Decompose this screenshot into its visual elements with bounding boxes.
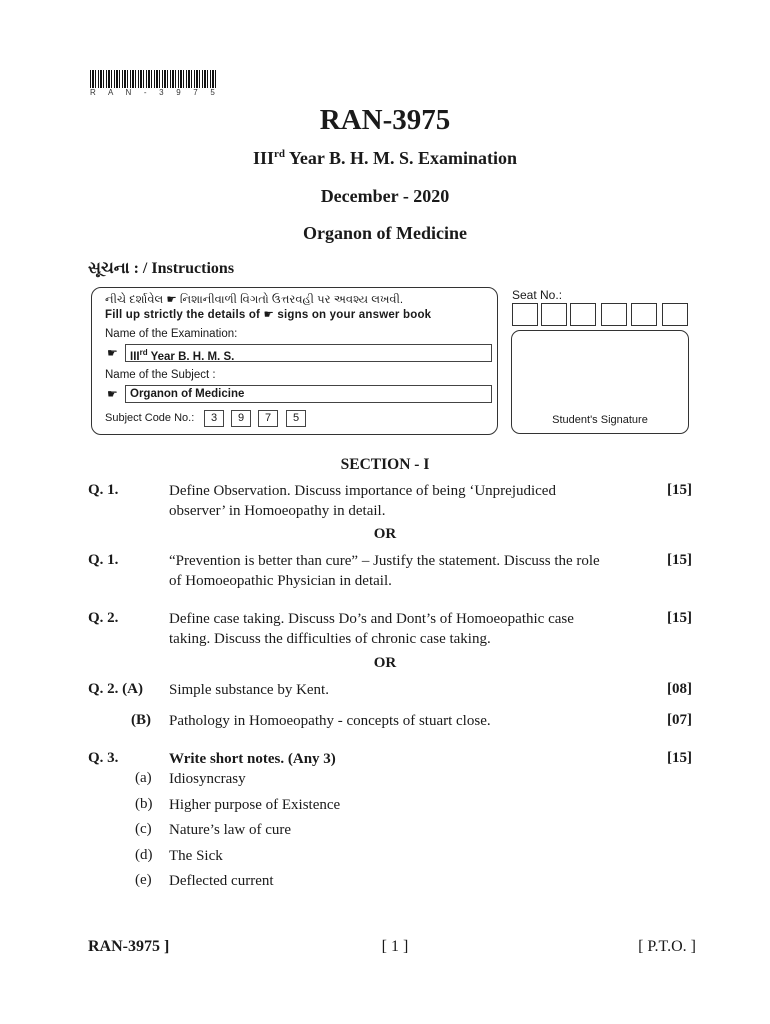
question-text: Define Observation. Discuss importance of being ‘Unprejudiced observer’ in Homoeopathy in detail. [169,483,556,519]
subject-name-field: Organon of Medicine [125,385,492,403]
seat-number-box [541,303,567,326]
sub-question-label: (c) [135,821,152,837]
question-number: Q. 2. (A) [88,681,143,697]
sub-question-text: Idiosyncrasy [169,771,246,787]
sub-question-label: (e) [135,872,152,888]
exam-name-field: IIIrd Year B. H. M. S. [125,344,492,362]
pointing-hand-icon: ☛ [107,346,118,360]
question-marks: [15] [667,552,692,568]
or-divider: OR [373,526,397,542]
english-instruction: Fill up strictly the details of ☛ signs on your answer book [105,309,432,321]
question-number: Q. 3. [88,750,119,766]
exam-date: December - 2020 [320,186,450,206]
question-text: “Prevention is better than cure” – Justify the statement. Discuss the role of Homoeopathic Physician in detail. [169,553,600,589]
subject-title: Organon of Medicine [303,223,467,243]
question-number: Q. 1. [88,482,119,498]
question-text: Define case taking. Discuss Do’s and Dont’s of Homoeopathic case taking. Discuss the difficulties of chronic case taking. [169,611,574,647]
seat-number-box [631,303,657,326]
subject-code-digit: 9 [231,410,251,427]
exam-name-label: Name of the Examination: [105,328,238,340]
sub-question-text: Nature’s law of cure [169,822,292,838]
barcode-text: R A N - 3 9 7 5 [90,88,221,97]
question-number: (B) [131,712,151,728]
question-text: Simple substance by Kent. [169,682,329,698]
question-marks: [15] [667,482,692,498]
seat-number-box [601,303,627,326]
question-marks: [15] [667,610,692,626]
signature-label: Student's Signature [552,414,648,426]
sub-question-text: Higher purpose of Existence [169,797,341,813]
sub-question-label: (b) [135,796,153,812]
question-marks: [08] [667,681,692,697]
subject-name-label: Name of the Subject : [105,369,216,381]
footer-paper-code: RAN-3975 ] [88,938,170,955]
pointing-hand-icon: ☛ [107,387,118,401]
subject-code-label: Subject Code No.: [105,412,195,424]
seat-number-box [512,303,538,326]
exam-title: IIIrd Year B. H. M. S. Examination [252,148,518,168]
question-marks: [07] [667,712,692,728]
seat-number-box [662,303,688,326]
sub-question-text: The Sick [169,848,223,864]
question-text: Pathology in Homoeopathy - concepts of stuart close. [169,713,491,729]
pto-label: [ P.T.O. ] [638,938,696,955]
sub-question-text: Deflected current [169,873,274,889]
barcode [90,70,216,88]
subject-code-digit: 3 [204,410,224,427]
question-number: Q. 2. [88,610,119,626]
instructions-title: સૂચના : / Instructions [88,260,235,277]
page-number: [ 1 ] [381,938,409,955]
sub-question-label: (d) [135,847,153,863]
seat-number-label: Seat No.: [512,288,563,302]
question-text: Write short notes. (Any 3) [169,751,336,767]
or-divider: OR [373,655,397,671]
subject-code-digit: 7 [258,410,278,427]
section-title: SECTION - I [340,456,430,473]
question-number: Q. 1. [88,552,119,568]
sub-question-label: (a) [135,770,152,786]
paper-code: RAN-3975 [319,104,451,136]
gujarati-instruction: નીચે દર્શાવેલ ☛ નિશાનીવાળી વિગતો ઉત્તરવહી પર અવશ્ય લખવી. [105,294,404,306]
question-marks: [15] [667,750,692,766]
subject-code-digit: 5 [286,410,306,427]
seat-number-box [570,303,596,326]
